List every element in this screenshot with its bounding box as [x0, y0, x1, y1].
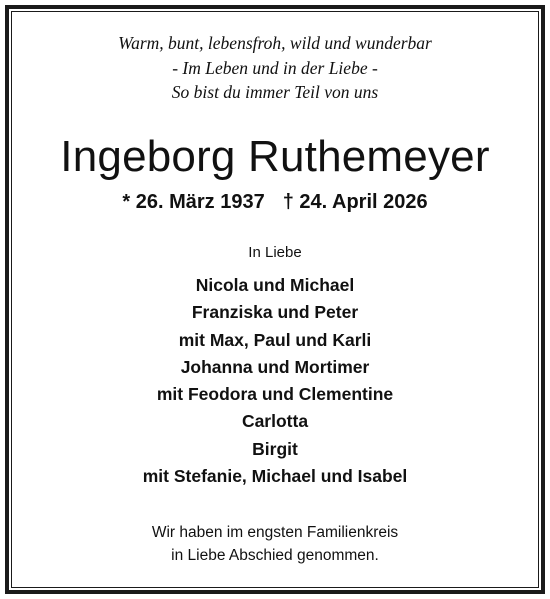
verse-line: - Im Leben und in der Liebe -: [172, 57, 378, 78]
mourner-line: Birgit: [252, 438, 298, 459]
mourner-line: mit Stefanie, Michael und Isabel: [142, 466, 408, 487]
mourner-line: Carlotta: [241, 411, 309, 432]
closing-line: in Liebe Abschied genommen.: [171, 546, 379, 564]
verse-line: So bist du immer Teil von uns: [171, 82, 379, 102]
memorial-verse: [11, 31, 539, 105]
birth-date: * 26. März 1937: [122, 191, 265, 213]
obituary-notice: [11, 11, 539, 588]
death-date: † 24. April 2026: [282, 191, 428, 213]
mourner-line: Johanna und Mortimer: [180, 356, 370, 377]
verse-line: Warm, bunt, lebensfroh, wild und wunderbar: [118, 33, 432, 53]
deceased-name: Ingeborg Ruthemeyer: [60, 132, 490, 181]
mourner-line: mit Max, Paul und Karli: [178, 329, 372, 350]
in-love-label: In Liebe: [248, 244, 302, 261]
closing-line: Wir haben im engsten Familienkreis: [151, 524, 399, 541]
closing-statement: [11, 522, 539, 567]
mourners-list: [11, 272, 539, 490]
mourner-line: mit Feodora und Clementine: [156, 384, 394, 405]
life-dates: [11, 189, 539, 215]
mourner-line: Franziska und Peter: [191, 302, 359, 323]
mourner-line: Nicola und Michael: [195, 275, 355, 295]
